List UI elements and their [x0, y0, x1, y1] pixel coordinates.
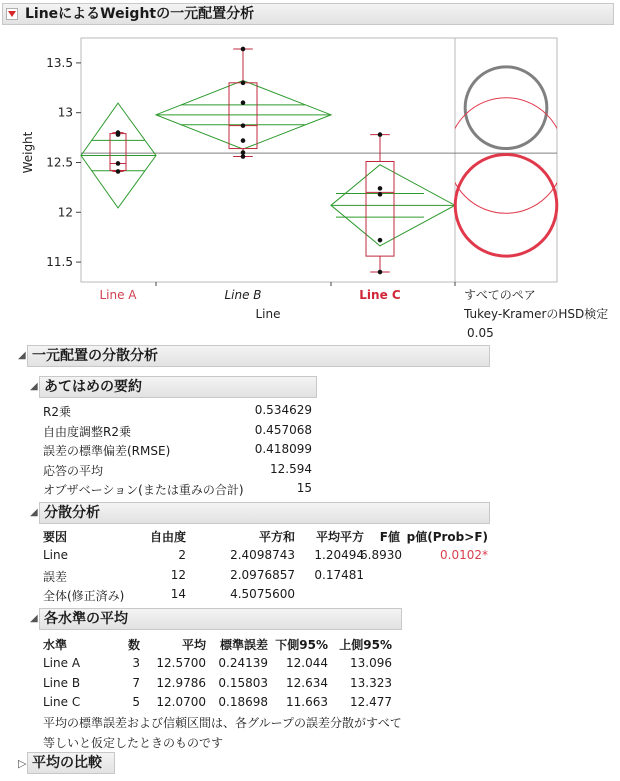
compare-means-title: 平均の比較: [32, 755, 102, 771]
data-point: [378, 186, 383, 191]
compare-means-header[interactable]: [27, 752, 115, 774]
anova-cell: Line: [43, 548, 69, 562]
anova-cell: 2.0976857: [230, 567, 295, 582]
summary-label: オブザベーション(または重みの合計): [43, 483, 244, 497]
means-header-cell: 下側95%: [275, 638, 328, 652]
anova-header-cell: F値: [379, 530, 400, 544]
means-cell: Line A: [43, 656, 81, 670]
anova-cell: 0.17481: [314, 567, 364, 582]
anova-cell: 1.20494: [314, 548, 364, 562]
means-header-cell: 水準: [43, 638, 68, 652]
y-tick-label: 11.5: [46, 255, 73, 270]
means-cell: 5: [132, 695, 140, 709]
means-cell: 12.0700: [156, 695, 206, 709]
data-point: [116, 130, 121, 135]
means-cell: 0.24139: [218, 656, 268, 670]
y-axis-label: Weight: [21, 131, 35, 174]
x-axis-label: Line: [255, 307, 281, 321]
data-point: [241, 154, 246, 159]
anova-cell: 12: [170, 567, 186, 582]
data-point: [378, 238, 383, 243]
anova-section-header[interactable]: [27, 345, 490, 367]
means-cell: Line C: [43, 695, 81, 709]
data-point: [241, 47, 246, 52]
summary-value: 0.457068: [254, 422, 312, 437]
y-tick-label: 12.5: [46, 155, 73, 170]
anova-cell: 誤差: [43, 569, 68, 584]
summary-header[interactable]: [39, 376, 317, 398]
means-cell: 13.323: [350, 675, 392, 690]
data-point: [116, 161, 121, 166]
y-tick-label: 13.5: [46, 55, 73, 70]
y-tick-label: 12: [57, 205, 73, 220]
summary-value: 0.534629: [254, 403, 312, 417]
anova-cell: 2.4098743: [230, 548, 295, 562]
summary-label: 誤差の標準偏差(RMSE): [43, 444, 171, 458]
oneway-plot: [0, 25, 620, 345]
x-category-label: Line B: [224, 288, 262, 302]
red-triangle-menu-icon[interactable]: [6, 8, 18, 20]
anova-cell: 4.5075600: [230, 587, 295, 601]
data-point: [378, 192, 383, 197]
anova-header-cell: 平方和: [258, 530, 295, 544]
comparison-alpha-label: 0.05: [467, 326, 494, 340]
means-header-cell: 平均: [181, 638, 206, 652]
summary-value: 15: [296, 481, 312, 495]
anova-header-cell: 自由度: [149, 530, 186, 544]
means-cell: 12.477: [350, 695, 392, 709]
means-header-cell: 標準誤差: [219, 638, 268, 652]
anova-table-title: 分散分析: [44, 505, 100, 521]
means-note-line2: 等しいと仮定したときのものです: [43, 736, 224, 750]
data-point: [378, 270, 383, 275]
summary-value: 0.418099: [254, 442, 312, 456]
summary-label: 自由度調整R2乗: [43, 424, 131, 439]
summary-title: あてはめの要約: [44, 379, 142, 395]
means-cell: 12.044: [286, 656, 328, 670]
x-category-label: Line C: [359, 288, 401, 302]
anova-table-header[interactable]: [39, 502, 490, 524]
anova-header-cell: 要因: [43, 530, 68, 544]
anova-section-title: 一元配置の分散分析: [32, 348, 158, 364]
report-title: LineによるWeightの一元配置分析: [25, 6, 255, 22]
means-cell: 13.096: [350, 656, 392, 670]
summary-label: 応答の平均: [43, 463, 104, 478]
data-point: [116, 169, 121, 174]
means-note-line1: 平均の標準誤差および信頼区間は、各グループの誤差分散がすべて: [43, 716, 402, 730]
disclosure-triangle-closed-icon[interactable]: ▷: [18, 757, 27, 770]
means-header-cell: 上側95%: [339, 638, 392, 652]
disclosure-triangle-icon[interactable]: ◢: [30, 507, 38, 518]
means-cell: 0.18698: [218, 695, 268, 709]
data-point: [241, 138, 246, 143]
means-header-cell: 数: [127, 638, 140, 652]
means-cell: Line B: [43, 675, 81, 690]
means-title: 各水準の平均: [44, 611, 128, 627]
data-point: [241, 150, 246, 155]
disclosure-triangle-icon[interactable]: ◢: [30, 381, 38, 392]
summary-value: 12.594: [270, 461, 312, 476]
data-point: [241, 123, 246, 128]
anova-cell: 6.8930: [360, 548, 402, 562]
data-point: [241, 100, 246, 105]
anova-cell: 2: [178, 548, 186, 562]
summary-label: R2乗: [43, 405, 71, 419]
data-point: [378, 132, 383, 137]
report-header[interactable]: [2, 3, 614, 25]
y-tick-label: 13: [57, 105, 73, 120]
means-cell: 3: [132, 656, 140, 670]
anova-cell: 14: [170, 587, 186, 601]
means-header[interactable]: [39, 608, 402, 630]
disclosure-triangle-icon[interactable]: ◢: [30, 613, 38, 624]
means-cell: 0.15803: [218, 675, 268, 690]
comparison-test-label: Tukey-KramerのHSD検定: [464, 307, 609, 321]
means-cell: 12.5700: [156, 656, 206, 670]
comparison-label: すべてのペア: [464, 288, 536, 302]
means-cell: 7: [132, 675, 140, 690]
anova-header-cell: 平均平方: [315, 530, 364, 544]
disclosure-triangle-icon[interactable]: ◢: [18, 350, 26, 361]
data-point: [241, 81, 246, 86]
x-category-label: Line A: [99, 288, 137, 302]
means-cell: 12.9786: [156, 675, 206, 690]
means-cell: 12.634: [286, 675, 328, 690]
p-value-cell: 0.0102*: [440, 548, 488, 562]
anova-cell: 全体(修正済み): [43, 589, 125, 603]
anova-header-cell: p値(Prob>F): [406, 530, 488, 544]
means-cell: 11.663: [286, 695, 328, 709]
